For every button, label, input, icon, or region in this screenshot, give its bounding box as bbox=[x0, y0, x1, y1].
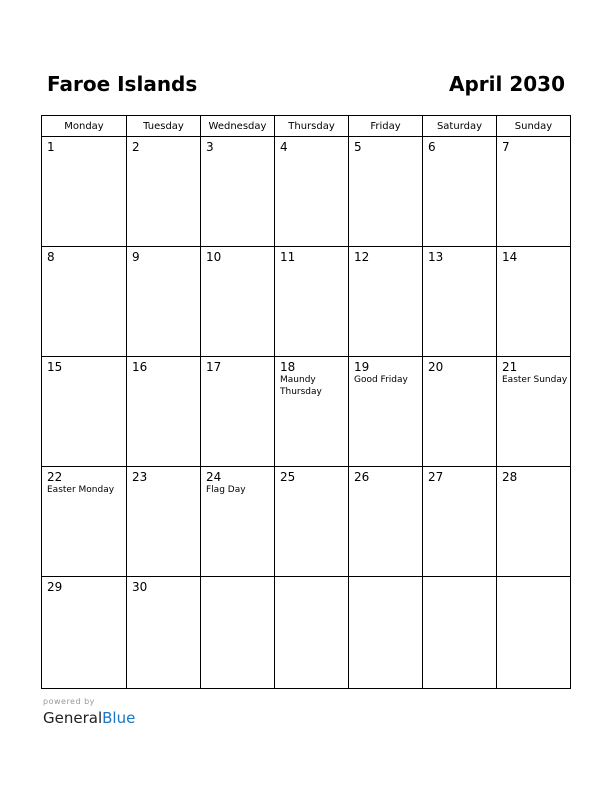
day-number: 21 bbox=[502, 360, 518, 374]
day-cell-13 bbox=[423, 247, 497, 357]
day-number: 5 bbox=[354, 140, 362, 154]
empty-day-cell bbox=[275, 577, 349, 688]
day-cell-30 bbox=[127, 577, 201, 688]
day-number: 26 bbox=[354, 470, 370, 484]
generalblue-logo bbox=[43, 708, 135, 728]
day-number: 28 bbox=[502, 470, 518, 484]
day-cell-4 bbox=[275, 137, 349, 247]
day-cell-21 bbox=[497, 357, 570, 467]
day-number: 27 bbox=[428, 470, 444, 484]
day-number: 9 bbox=[132, 250, 140, 264]
day-number: 30 bbox=[132, 580, 148, 594]
day-cell-15 bbox=[42, 357, 127, 467]
day-cell-11 bbox=[275, 247, 349, 357]
empty-day-cell bbox=[349, 577, 423, 688]
calendar-country-title: Faroe Islands bbox=[47, 72, 198, 96]
day-number: 19 bbox=[354, 360, 370, 374]
day-number: 14 bbox=[502, 250, 518, 264]
holiday-label: Easter Monday bbox=[47, 485, 115, 495]
day-number: 12 bbox=[354, 250, 370, 264]
day-number: 22 bbox=[47, 470, 63, 484]
day-cell-28 bbox=[497, 467, 570, 577]
calendar-month-title: April 2030 bbox=[449, 72, 565, 96]
day-cell-23 bbox=[127, 467, 201, 577]
day-cell-14 bbox=[497, 247, 570, 357]
day-cell-17 bbox=[201, 357, 275, 467]
day-cell-5 bbox=[349, 137, 423, 247]
day-number: 10 bbox=[206, 250, 222, 264]
holiday-label: Flag Day bbox=[206, 485, 246, 495]
day-cell-19 bbox=[349, 357, 423, 467]
day-number: 15 bbox=[47, 360, 63, 374]
day-cell-16 bbox=[127, 357, 201, 467]
day-cell-24 bbox=[201, 467, 275, 577]
day-number: 23 bbox=[132, 470, 148, 484]
weekday-header-tuesday: Tuesday bbox=[127, 116, 201, 137]
day-cell-1 bbox=[42, 137, 127, 247]
day-cell-10 bbox=[201, 247, 275, 357]
day-cell-26 bbox=[349, 467, 423, 577]
day-cell-8 bbox=[42, 247, 127, 357]
holiday-label: Good Friday bbox=[354, 375, 408, 385]
day-number: 17 bbox=[206, 360, 222, 374]
day-cell-6 bbox=[423, 137, 497, 247]
day-number: 16 bbox=[132, 360, 148, 374]
powered-by-label: powered by bbox=[43, 697, 95, 706]
day-cell-2 bbox=[127, 137, 201, 247]
day-number: 20 bbox=[428, 360, 444, 374]
weekday-header-wednesday: Wednesday bbox=[201, 116, 275, 137]
day-number: 8 bbox=[47, 250, 55, 264]
day-number: 13 bbox=[428, 250, 444, 264]
day-cell-18 bbox=[275, 357, 349, 467]
day-cell-7 bbox=[497, 137, 570, 247]
day-number: 11 bbox=[280, 250, 296, 264]
day-number: 4 bbox=[280, 140, 288, 154]
day-cell-22 bbox=[42, 467, 127, 577]
empty-day-cell bbox=[423, 577, 497, 688]
day-number: 3 bbox=[206, 140, 214, 154]
day-cell-9 bbox=[127, 247, 201, 357]
day-cell-12 bbox=[349, 247, 423, 357]
day-cell-3 bbox=[201, 137, 275, 247]
day-number: 6 bbox=[428, 140, 436, 154]
day-cell-27 bbox=[423, 467, 497, 577]
holiday-label: Maundy Thursday bbox=[280, 375, 322, 397]
day-number: 18 bbox=[280, 360, 296, 374]
day-number: 25 bbox=[280, 470, 296, 484]
brand-general-text: General bbox=[43, 709, 103, 727]
weekday-header-saturday: Saturday bbox=[423, 116, 497, 137]
day-cell-29 bbox=[42, 577, 127, 688]
empty-day-cell bbox=[497, 577, 570, 688]
weekday-header-thursday: Thursday bbox=[275, 116, 349, 137]
footer-branding bbox=[43, 697, 135, 728]
day-cell-25 bbox=[275, 467, 349, 577]
day-cell-20 bbox=[423, 357, 497, 467]
weekday-header-sunday: Sunday bbox=[497, 116, 570, 137]
weekday-header-friday: Friday bbox=[349, 116, 423, 137]
day-number: 2 bbox=[132, 140, 140, 154]
brand-blue-text: Blue bbox=[102, 709, 136, 727]
day-number: 24 bbox=[206, 470, 222, 484]
day-number: 1 bbox=[47, 140, 55, 154]
calendar-grid bbox=[41, 115, 571, 689]
empty-day-cell bbox=[201, 577, 275, 688]
holiday-label: Easter Sunday bbox=[502, 375, 568, 385]
day-number: 29 bbox=[47, 580, 63, 594]
weekday-header-monday: Monday bbox=[42, 116, 127, 137]
day-number: 7 bbox=[502, 140, 510, 154]
